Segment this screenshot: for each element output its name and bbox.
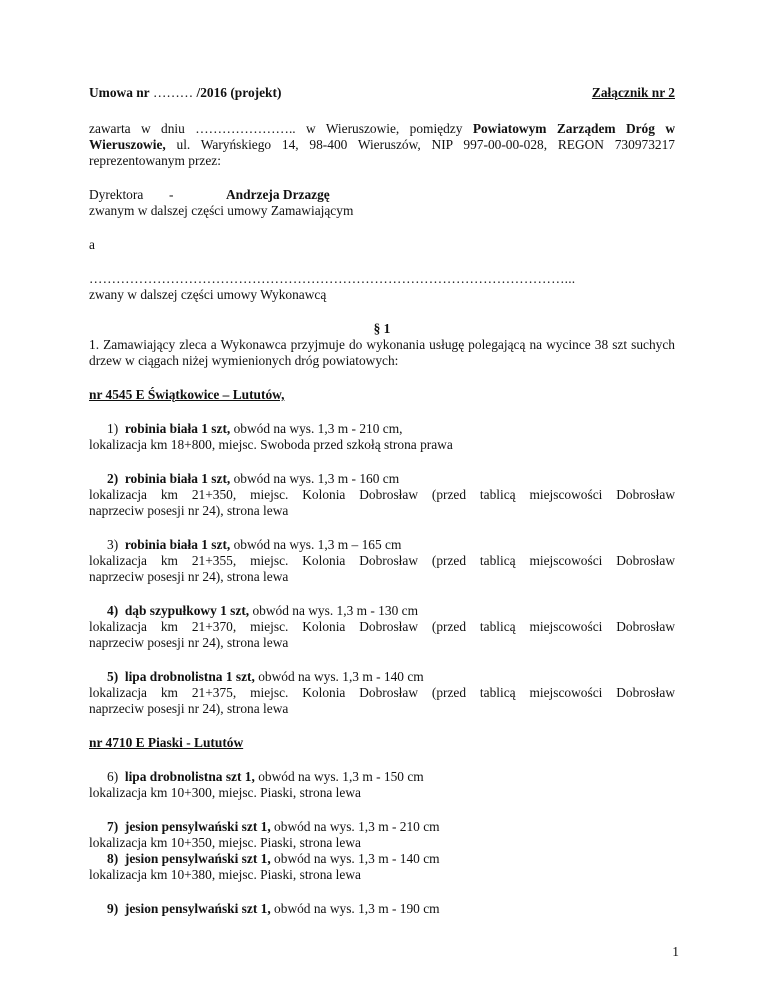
conjunction: a	[89, 237, 95, 252]
road-title-4545: nr 4545 E Świątkowice – Lututów,	[89, 387, 285, 402]
list-item: 9) jesion pensylwański szt 1, obwód na wys. 1,3 m - 190 cm	[107, 901, 440, 916]
list-item: 8) jesion pensylwański szt 1, obwód na wys. 1,3 m - 140 cm lokalizacja km 10+380, miejsc. Piaski, strona lewa	[89, 851, 440, 882]
page-number: 1	[672, 944, 679, 959]
intro-paragraph: zawarta w dniu ………………….. w Wieruszowie, pomiędzy Powiatowym Zarządem Dróg w Wieruszowie, ul. Waryńskiego 14, 98-400 Wieruszów, NIP 997-00-00-028, REGON 730973217 reprezentowanym przez:	[89, 121, 675, 168]
contract-number: Umowa nr ……… /2016 (projekt)	[89, 85, 282, 100]
list-item: 7) jesion pensylwański szt 1, obwód na wys. 1,3 m - 210 cm lokalizacja km 10+350, miejsc. Piaski, strona lewa	[89, 819, 440, 850]
contractor-role: zwany w dalszej części umowy Wykonawcą	[89, 287, 327, 302]
contractor-placeholder: ……………………………………………………………………………………………...	[89, 271, 576, 286]
list-item: 2) robinia biała 1 szt, obwód na wys. 1,3 m - 160 cm lokalizacja km 21+350, miejsc. Kolonia Dobrosław (przed tablicą miejscowości Dobrosław naprzeciw posesji nr 24), strona lewa	[89, 471, 675, 518]
list-item: 6) lipa drobnolistna szt 1, obwód na wys. 1,3 m - 150 cm lokalizacja km 10+300, miejsc. Piaski, strona lewa	[89, 769, 424, 800]
list-item: 5) lipa drobnolistna 1 szt, obwód na wys. 1,3 m - 140 cm lokalizacja km 21+375, miejsc. Kolonia Dobrosław (przed tablicą miejscowości Dobrosław naprzeciw posesji nr 24), strona lewa	[89, 669, 675, 716]
list-item: 3) robinia biała 1 szt, obwód na wys. 1,3 m – 165 cm lokalizacja km 21+355, miejsc. Kolonia Dobrosław (przed tablicą miejscowości Dobrosław naprzeciw posesji nr 24), strona lewa	[89, 537, 675, 584]
list-item: 1) robinia biała 1 szt, obwód na wys. 1,3 m - 210 cm, lokalizacja km 18+800, miejsc. Swoboda przed szkołą strona prawa	[89, 421, 453, 452]
list-item: 4) dąb szypułkowy 1 szt, obwód na wys. 1,3 m - 130 cm lokalizacja km 21+370, miejsc. Kolonia Dobrosław (przed tablicą miejscowości Dobrosław naprzeciw posesji nr 24), strona lewa	[89, 603, 675, 650]
section-title: § 1	[373, 321, 391, 336]
document-header	[89, 85, 675, 101]
section-text: 1. Zamawiający zleca a Wykonawca przyjmuje do wykonania usługę polegającą na wycince 38 szt suchych drzew w ciągach niżej wymienionych dróg powiatowych:	[89, 337, 675, 368]
document-body	[89, 85, 675, 917]
director-role: zwanym w dalszej części umowy Zamawiającym	[89, 203, 354, 218]
director-line: Dyrektora - Andrzeja Drzazgę	[89, 187, 330, 202]
attachment-label: Załącznik nr 2	[591, 85, 675, 100]
road-title-4710: nr 4710 E Piaski - Lututów	[89, 735, 244, 750]
